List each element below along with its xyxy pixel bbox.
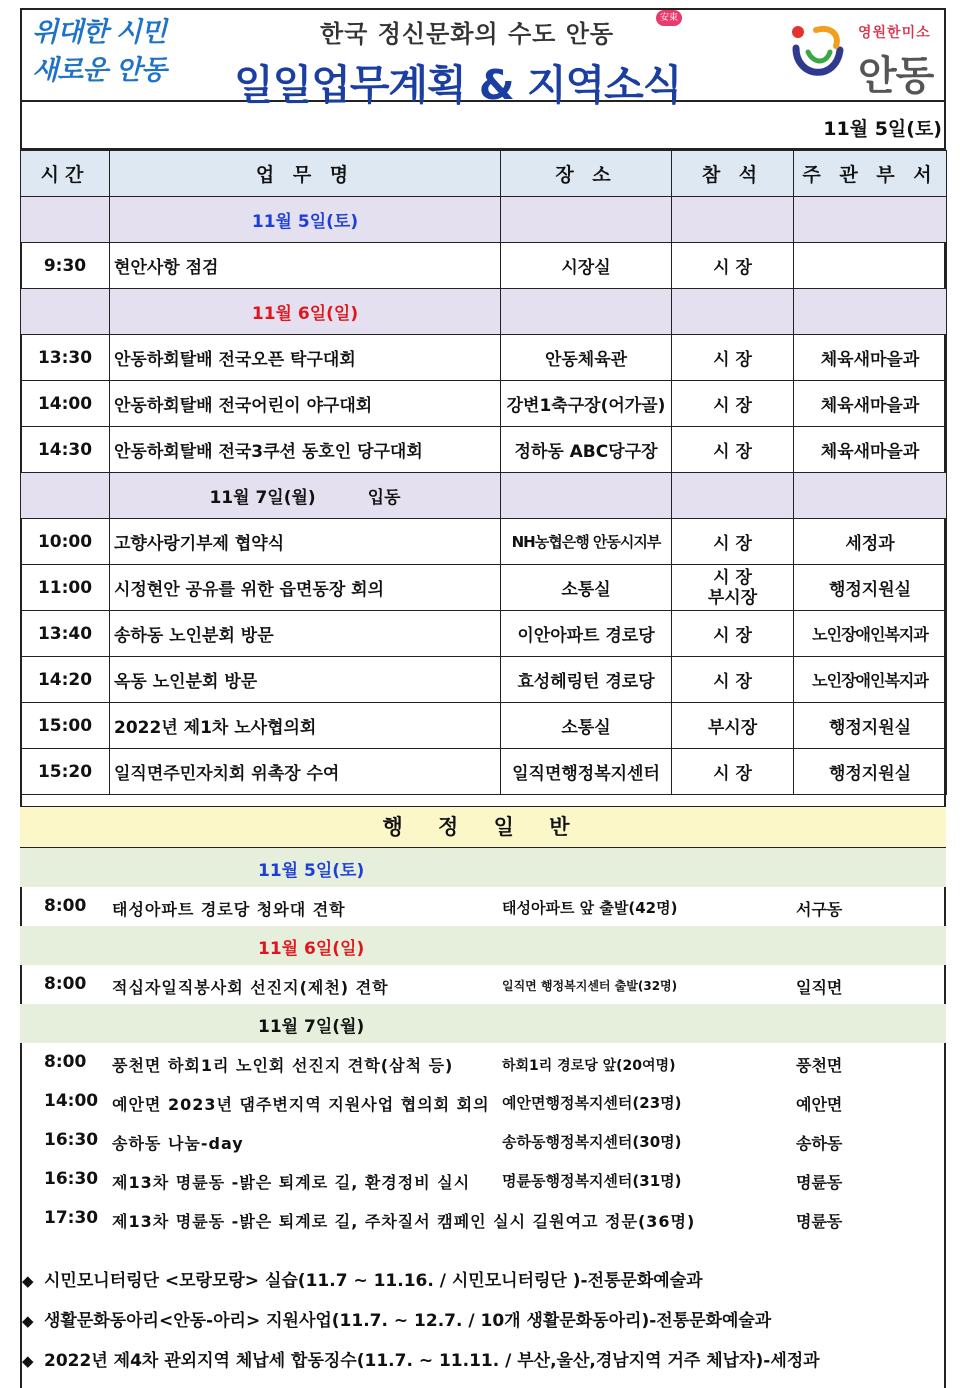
- table-row: [21, 657, 947, 703]
- day-row: [21, 473, 947, 519]
- logo-slogan: 영원한미소: [858, 25, 931, 41]
- row-dept: 체육새마을과: [794, 335, 947, 381]
- table-header-row: [21, 151, 947, 197]
- row-place: NH농협은행 안동시지부: [501, 519, 672, 565]
- row-place: 일직면행정복지센터: [501, 749, 672, 795]
- row-place: 정하동 ABC당구장: [501, 427, 672, 473]
- date-bar: [20, 102, 946, 150]
- row-place: 소통실: [501, 703, 672, 749]
- seal-mark: 安東: [656, 10, 682, 26]
- table-row: [21, 749, 947, 795]
- row-dept: 체육새마을과: [794, 427, 947, 473]
- row-attend: 시 장: [672, 381, 794, 427]
- row-task: 시정현안 공유를 위한 읍면동장 회의: [110, 565, 501, 611]
- row-time: 10:00: [21, 519, 110, 565]
- logo-name: 안동: [858, 53, 934, 99]
- row-dept: 행정지원실: [794, 749, 947, 795]
- row-task: 일직면주민자치회 위촉장 수여: [110, 749, 501, 795]
- admin-time: 16:30: [44, 1169, 99, 1189]
- row-time: 15:20: [21, 749, 110, 795]
- table-row: [21, 519, 947, 565]
- admin-time: 8:00: [44, 1052, 87, 1072]
- row-attend: 시 장: [672, 611, 794, 657]
- admin-row: [20, 1121, 946, 1160]
- page-title: 일일업무계획 & 지역소식: [234, 61, 682, 109]
- row-time: 9:30: [21, 243, 110, 289]
- day-label: 11월 5일(토): [110, 197, 501, 243]
- row-task: 현안사항 점검: [110, 243, 501, 289]
- row-place: 이안아파트 경로당: [501, 611, 672, 657]
- admin-place: 하회1리 경로당 앞(20여명): [502, 1058, 676, 1074]
- row-dept: 행정지원실: [794, 565, 947, 611]
- row-time: 15:00: [21, 703, 110, 749]
- notice-item: [22, 1306, 942, 1346]
- row-task: 송하동 노인분회 방문: [110, 611, 501, 657]
- row-attend: 시 장: [672, 519, 794, 565]
- admin-desc: 적십자일직봉사회 선진지(제천) 견학: [112, 978, 389, 997]
- row-time: 13:40: [21, 611, 110, 657]
- notice-text: 시민모니터링단 <모랑모랑> 실습(11.7 ~ 11.16. / 시민모니터링단 )-전통문화예술과: [44, 1271, 703, 1291]
- row-attend: 시 장: [672, 335, 794, 381]
- admin-desc: 제13차 명륜동 -밝은 퇴계로 길, 환경정비 실시: [112, 1173, 471, 1192]
- admin-day-row: [20, 926, 946, 965]
- table-row: [21, 611, 947, 657]
- admin-day-row: [20, 1004, 946, 1043]
- admin-time: 14:00: [44, 1091, 99, 1111]
- row-attend: 시 장: [672, 243, 794, 289]
- admin-row: [20, 887, 946, 926]
- slogan-line-2: 새로운 안동: [32, 55, 166, 86]
- table-row: [21, 565, 947, 611]
- diamond-bullet-icon: ◆: [22, 1272, 34, 1290]
- day-label: 11월 7일(월): [209, 488, 316, 508]
- admin-day-label: 11월 5일(토): [258, 861, 365, 881]
- admin-org: 예안면: [796, 1095, 843, 1114]
- admin-place: 명륜동행정복지센터(31명): [502, 1172, 682, 1190]
- admin-desc: 송하동 나눔-day: [112, 1134, 244, 1153]
- notice-text: 생활문화동아리<안동-아리> 지원사업(11.7. ~ 12.7. / 10개 생활문화동아리)-전통문화예술과: [44, 1311, 772, 1331]
- row-task: 고향사랑기부제 협약식: [110, 519, 501, 565]
- slogan-line-1: 위대한 시민: [32, 17, 166, 48]
- page-header: [20, 8, 946, 109]
- admin-place: 예안면행정복지센터(23명): [502, 1094, 682, 1112]
- table-row: [21, 243, 947, 289]
- day-row: [21, 289, 947, 335]
- seasonal-term: 입동: [367, 488, 401, 508]
- admin-row: [20, 1160, 946, 1199]
- admin-org: 명륜동: [796, 1173, 843, 1192]
- page-subtitle: 한국 정신문화의 수도 안동: [320, 20, 615, 48]
- admin-time: 8:00: [44, 974, 87, 994]
- diamond-bullet-icon: ◆: [22, 1312, 34, 1330]
- row-attend: 시 장: [672, 427, 794, 473]
- admin-row: [20, 1082, 946, 1121]
- table-row: [21, 335, 947, 381]
- table-row: [21, 427, 947, 473]
- admin-day-label: 11월 6일(일): [258, 939, 365, 959]
- admin-org: 서구동: [796, 900, 843, 919]
- diamond-bullet-icon: ◆: [22, 1352, 34, 1370]
- row-time: 11:00: [21, 565, 110, 611]
- row-dept: 노인장애인복지과: [794, 657, 947, 703]
- row-dept: 체육새마을과: [794, 381, 947, 427]
- admin-org: 송하동: [796, 1134, 843, 1153]
- admin-row: [20, 965, 946, 1004]
- admin-time: 16:30: [44, 1130, 99, 1150]
- row-task: 안동하회탈배 전국3쿠션 동호인 당구대회: [110, 427, 501, 473]
- row-dept: [794, 243, 947, 289]
- notices-list: [22, 1266, 942, 1386]
- row-attend: 부시장: [672, 703, 794, 749]
- row-place: 효성헤링턴 경로당: [501, 657, 672, 703]
- row-place: 시장실: [501, 243, 672, 289]
- admin-section: [20, 848, 946, 1238]
- notice-text: 2022년 제4차 관외지역 체납세 합동징수(11.7. ~ 11.11. / 부산,울산,경남지역 거주 체납자)-세정과: [44, 1351, 820, 1371]
- notice-item: [22, 1266, 942, 1306]
- day-label: 11월 6일(일): [110, 289, 501, 335]
- admin-desc: 태성아파트 경로당 청와대 견학: [112, 900, 346, 919]
- row-dept: 노인장애인복지과: [794, 611, 947, 657]
- day-cell: [110, 473, 501, 519]
- row-task: 옥동 노인분회 방문: [110, 657, 501, 703]
- admin-desc: 예안면 2023년 댐주변지역 지원사업 협의회 회의: [112, 1095, 490, 1114]
- row-place: 강변1축구장(어가골): [501, 381, 672, 427]
- admin-day-label: 11월 7일(월): [258, 1017, 365, 1037]
- andong-logo: [790, 16, 940, 99]
- row-task: 안동하회탈배 전국오픈 탁구대회: [110, 335, 501, 381]
- row-task: 안동하회탈배 전국어린이 야구대회: [110, 381, 501, 427]
- row-place: 안동체육관: [501, 335, 672, 381]
- col-dept: 주 관 부 서: [794, 151, 947, 197]
- row-dept: 행정지원실: [794, 703, 947, 749]
- admin-desc: 제13차 명륜동 -밝은 퇴계로 길, 주차질서 캠페인 실시 길원여고 정문(36명): [112, 1212, 696, 1231]
- attend-mayor: 시 장: [713, 567, 752, 588]
- row-task: 2022년 제1차 노사협의회: [110, 703, 501, 749]
- admin-org: 풍천면: [796, 1056, 843, 1075]
- col-time: 시간: [21, 151, 110, 197]
- table-row: [21, 381, 947, 427]
- admin-org: 일직면: [796, 978, 843, 997]
- row-attend: 시 장: [672, 749, 794, 795]
- admin-org: 명륜동: [796, 1212, 843, 1231]
- day-row: [21, 197, 947, 243]
- col-attend: 참 석: [672, 151, 794, 197]
- admin-time: 8:00: [44, 896, 87, 916]
- admin-place: 송하동행정복지센터(30명): [502, 1133, 682, 1151]
- row-attend: 시 장: [672, 657, 794, 703]
- admin-row: [20, 1043, 946, 1082]
- schedule-table: [20, 150, 947, 795]
- notice-item: [22, 1346, 942, 1386]
- col-task: 업 무 명: [110, 151, 501, 197]
- current-date: 11월 5일(토): [823, 118, 942, 140]
- row-time: 14:20: [21, 657, 110, 703]
- row-time: 14:00: [21, 381, 110, 427]
- attend-vice-mayor: 부시장: [707, 587, 758, 608]
- row-dept: 세정과: [794, 519, 947, 565]
- row-place: 소통실: [501, 565, 672, 611]
- admin-desc: 풍천면 하회1리 노인회 선진지 견학(삼척 등): [112, 1056, 454, 1075]
- admin-place: 일직면 행정복지센터 출발(32명): [502, 979, 678, 993]
- row-attend: [672, 565, 794, 611]
- smile-logo-icon: [790, 20, 848, 86]
- admin-section-title: 행 정 일 반: [20, 806, 946, 848]
- admin-day-row: [20, 848, 946, 887]
- col-place: 장 소: [501, 151, 672, 197]
- row-time: 14:30: [21, 427, 110, 473]
- admin-time: 17:30: [44, 1208, 99, 1228]
- table-row: [21, 703, 947, 749]
- admin-place: 태성아파트 앞 출발(42명): [502, 899, 678, 917]
- row-time: 13:30: [21, 335, 110, 381]
- admin-row: [20, 1199, 946, 1238]
- slogan-logo: [32, 14, 222, 90]
